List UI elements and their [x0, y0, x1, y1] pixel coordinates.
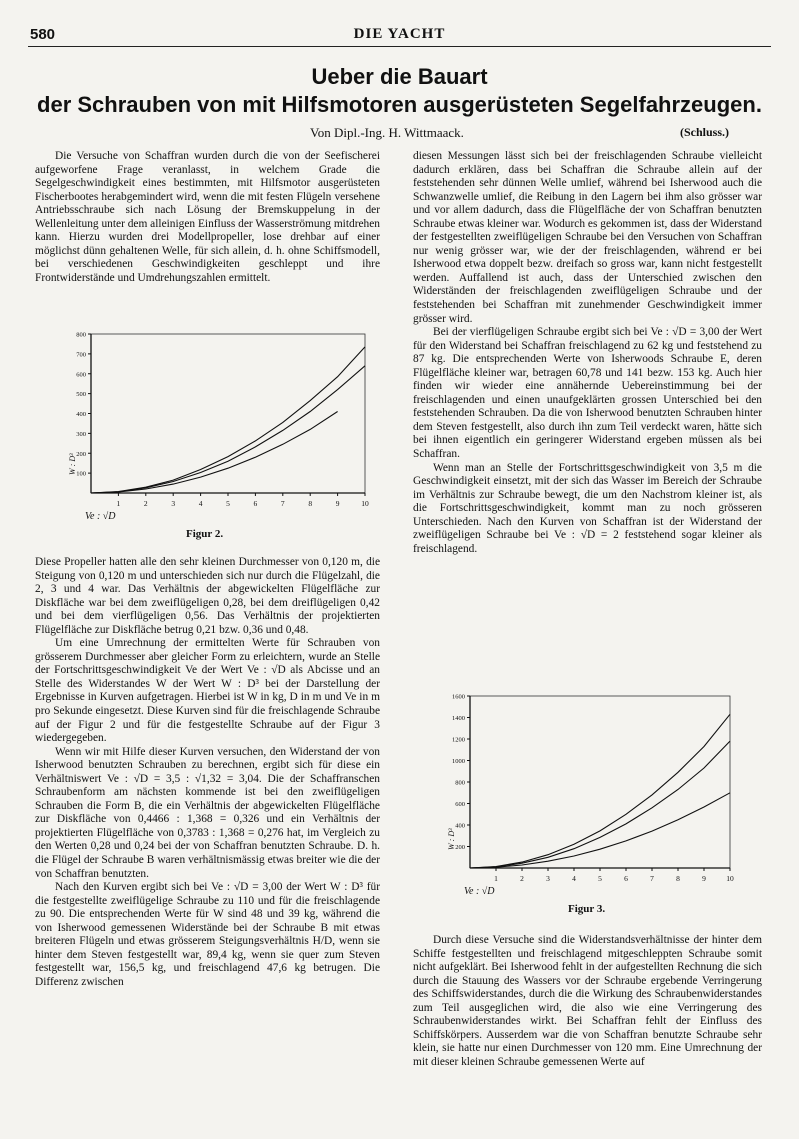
column-right-top — [413, 150, 762, 556]
column-left-top — [35, 150, 380, 285]
figure-3-chart — [430, 690, 750, 897]
magazine-title: DIE YACHT — [353, 26, 446, 42]
x-tick-label: 1 — [494, 874, 498, 883]
paragraph: Um eine Umrechnung der ermittelten Werte für Schrauben von grösserem Durchmesser aber gleicher Form zu erleichtern, wurde an Stelle der Fortschrittsgeschwindigkeit Ve der Wert Ve : √D als Abcisse und an Stelle des Widerstandes W der Wert W : D³ bei der Darstellung der Ergebnisse in Kurven aufgetragen. Hierbei ist W in kg, D in m und Ve in m pro Sekunde eingesetzt. Diese Kurven sind für die freischlagende Schraube auf der Figur 2 und für die festgestellte Schraube auf der Figur 3 wiedergegeben. — [35, 637, 380, 745]
x-tick-label: 3 — [171, 499, 176, 508]
x-tick-label: 10 — [361, 499, 369, 508]
paragraph: Durch diese Versuche sind die Widerstandsverhältnisse der hinter dem Schiffe festgestellten und freischlagend mitgeschleppten Schraube somit nicht aufgeklärt. Bei Isherwood fehlt in der aufgestellten Rechnung die sich durch die Stauung des Wassers vor der Schraube ergebende Verringerung des Schiffswiderstandes, durch die die Wirkung des Schraubenwiderstandes zum Teil ausgeglichen wird, die also wie eine Verringerung des Schraubenwiderstandes wirkt. Bei Schaffran fehlt der Einfluss des Schiffskörpers. Ausserdem war die von Schaffran benutzte Schraube sehr klein, sie hatte nur einen Durchmesser von 120 mm. Eine Umrechnung der mit dieser kleinen Schraube gemessenen Werte auf — [413, 934, 762, 1068]
y-tick-label: 200 — [76, 450, 86, 458]
x-axis-label: Ve : √D — [85, 511, 116, 522]
x-tick-label: 2 — [143, 499, 148, 508]
y-tick-label: 1400 — [452, 715, 465, 722]
x-tick-label: 6 — [253, 499, 258, 508]
y-tick-label: 200 — [455, 844, 465, 851]
figure-3-caption: Figur 3. — [568, 903, 606, 915]
page-number: 580 — [30, 26, 56, 43]
x-tick-label: 8 — [676, 874, 680, 883]
x-tick-label: 9 — [335, 499, 340, 508]
x-tick-label: 6 — [624, 874, 628, 883]
y-tick-label: 700 — [76, 351, 86, 359]
figure-2 — [35, 328, 375, 522]
column-left-bottom — [35, 556, 380, 990]
y-tick-label: 1000 — [452, 758, 465, 765]
series-line — [91, 412, 338, 494]
column-right-bottom — [413, 934, 762, 1069]
figure-2-chart — [35, 328, 375, 522]
y-tick-label: 1600 — [452, 693, 465, 701]
x-tick-label: 2 — [520, 874, 524, 883]
y-tick-label: 300 — [76, 430, 86, 438]
y-tick-label: 800 — [455, 779, 465, 787]
x-tick-label: 5 — [226, 499, 230, 508]
x-tick-label: 9 — [702, 874, 706, 883]
plot-frame — [470, 696, 730, 868]
plot-frame — [91, 334, 365, 493]
article-title-line1: Ueber die Bauart — [311, 64, 488, 89]
x-tick-label: 7 — [280, 499, 285, 508]
y-tick-label: 500 — [76, 391, 86, 399]
figure-3 — [430, 690, 750, 897]
series-line — [91, 366, 365, 493]
x-tick-label: 1 — [116, 499, 121, 508]
x-tick-label: 4 — [572, 874, 576, 883]
article-byline: Von Dipl.-Ing. H. Wittmaack. — [310, 125, 464, 140]
article-title-line2: der Schrauben von mit Hilfsmotoren ausgerüsteten Segelfahrzeugen. — [37, 92, 762, 117]
y-tick-label: 1200 — [452, 736, 465, 744]
x-tick-label: 8 — [308, 499, 313, 508]
x-tick-label: 4 — [198, 499, 203, 508]
continuation-note: (Schluss.) — [680, 125, 730, 139]
paragraph: Diese Propeller hatten alle den sehr kleinen Durchmesser von 0,120 m, die Steigung von 0,120 m und unterschieden sich nur durch die Flügelzahl, die 2, 3 und 4 war. Das Verhältnis der abgewickelten Flügelfläche zur Diskfläche war bei dem zweiflügeligen 0,28, bei dem dreiflügeligen 0,42 und bei dem vierflügeligen 0,56. Das Verhältnis der projektierten Flügelfläche zur Diskfläche betrug 0,21 bzw. 0,36 und 0,48. — [35, 556, 380, 636]
paragraph: Die Versuche von Schaffran wurden durch die von der Seefischerei aufgeworfene Frage veranlasst, in welchem Grade die Segelgeschwindigkeit eines bestimmten, mit Hilfsmotor ausgerüsteten Fischerbootes herabgemindert wird, wenn die mit festen Flügeln versehene Antriebsschraube sich nach Lösung der Bremskuppelung in der Wellenleitung unter dem alleinigen Einfluss der Wasserströmung mitdrehen kann. Hierzu wurden drei Modellpropeller, lose drehbar auf einer möglichst dünn gehaltenen Welle, für sich allein, d. h. ohne Schiffsmodell, bei verschiedenen Geschwindigkeiten geschleppt und ihre Frontwiderstände und Umdrehungszahlen ermittelt. — [35, 150, 380, 284]
y-tick-label: 400 — [455, 822, 465, 830]
figure-2-caption: Figur 2. — [186, 528, 224, 540]
y-tick-label: 400 — [76, 411, 86, 418]
header-rule — [28, 46, 771, 47]
y-tick-label: 600 — [455, 801, 465, 808]
x-tick-label: 5 — [598, 874, 602, 883]
paragraph: Nach den Kurven ergibt sich bei Ve : √D = 3,00 der Wert W : D³ für die festgestellte zweiflügelige Schraube zu 110 und für die freischlagende zu 90. Die entsprechenden Werte für W sind 48 und 39 kg, während die von Isherwood gemessenen Widerstände bei der Schraube B mit etwas breiteren Flügeln und etwas grösserem Steigungsverhältnis H/D, wenn sie hinter dem Steven festgestellt war, 89,4 kg, wenn sie quer zum Steven festgestellt war, 156,5 kg, und freischlagend 47,6 kg betrugen. Die Differenz zwischen — [35, 881, 380, 988]
paragraph: Bei der vierflügeligen Schraube ergibt sich bei Ve : √D = 3,00 der Wert für den Widerstand bei Schaffran freischlagend zu 62 kg und feststehend zu 87 kg. Die entsprechenden Werte von Isherwoods Schraube E, deren Flügelfläche kleiner war, betragen 60,78 und 141 bezw. 153 kg. Auch hier finden wir wieder eine annähernde Uebereinstimmung bei der freischlagenden und einen unaufgeklärten grossen Unterschied bei den feststehenden Schrauben. Da die von Isherwood benutzten Schrauben hinter dem Steven festgestellt, also durch ihn zum Teil verdeckt waren, hätte sich bei ihnen eigentlich ein geringerer Widerstand ergeben müssen als bei Schaffran. — [413, 326, 762, 461]
x-tick-label: 3 — [546, 874, 550, 883]
y-tick-label: 800 — [76, 331, 86, 339]
y-tick-label: 100 — [76, 470, 86, 478]
paragraph: Wenn wir mit Hilfe dieser Kurven versuchen, den Widerstand der von Isherwood benutzten Schrauben zu berechnen, ergibt sich für diese ein Verhältniswert Ve : √D = 3,5 : √1,32 = 3,04. Die der Schaffranschen Schraubenform am nächsten kommende ist bei den zweiflügeligen Schrauben die Form B, die ein Verhältnis der abgewickelten Flügelfläche zur Diskfläche von 0,4466 : 1,368 = 0,326 und ein Verhältnis der projektierten Flügelfläche von 0,3783 : 1,368 = 0,276 hat, im Vergleich zu den Werten 0,28 und 0,24 bei der von Schaffran benutzten Schraube. D. h. die Flügel der Schraube B waren verhältnismässig etwas breiter wie die der von Schaffran benutzten. — [35, 745, 380, 880]
page-header — [0, 0, 799, 50]
x-axis-label: Ve : √D — [464, 886, 495, 897]
y-axis-label: W : D³ — [68, 453, 77, 475]
x-tick-label: 10 — [726, 874, 734, 883]
y-tick-label: 600 — [76, 371, 86, 379]
series-line — [470, 714, 730, 868]
x-tick-label: 7 — [650, 874, 654, 883]
paragraph: diesen Messungen lässt sich bei der freischlagenden Schraube vielleicht dadurch erklären, dass bei Schaffran die Schraube allein auf der feststehenden sehr dünnen Welle umlief, während bei Isherwood auch die Schwanzwelle umlief, die Reibung in den Lagern bei ihm also grösser war und vor allem dadurch, dass die Flügelfläche der von Schaffran benutzten Schraube etwas kleiner war. Wodurch es gekommen ist, dass der Widerstand der festgestellten zweiflügeligen Schraube bei den Versuchen von Schaffran nur wenig grösser war, wie der der freischlagenden, während er bei Isherwood etwa doppelt bezw. dreifach so gross war, kann nicht festgestellt werden. Auffallend ist auch, dass der Unterschied zwischen den Widerständen der freischlagenden zweiflügeligen Schraube und der feststehenden bei Schaffran mit zunehmender Geschwindigkeit immer grösser wird. — [413, 150, 762, 325]
paragraph: Wenn man an Stelle der Fortschrittsgeschwindigkeit von 3,5 m die Geschwindigkeit einsetzt, mit der sich das Wasser im Bereich der Schraube im Verhältnis zur Schraube bewegt, die um den Nachstrom kleiner ist, als die Fortschrittsgeschwindigkeit, kommt man zu noch grösseren Unterschieden. Nach den Kurven von Schaffran ist der Widerstand der zweiflügeligen Schraube bei Ve : √D = 2 feststehend sogar kleiner als freischlagend. — [413, 461, 762, 555]
y-axis-label: W : D³ — [447, 828, 456, 850]
